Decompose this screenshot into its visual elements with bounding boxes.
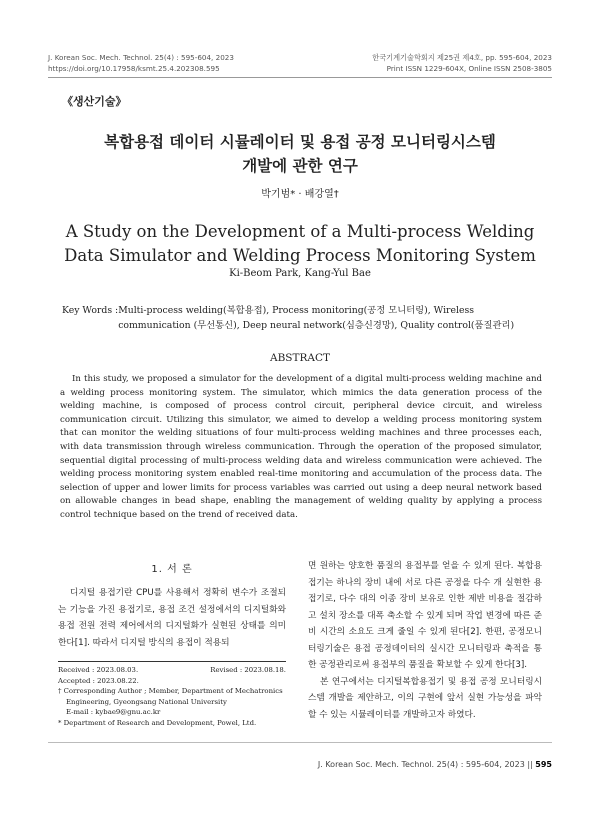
left-paragraph: 디지털 용접기란 CPU를 사용해서 정확히 변수가 조절되는 기능을 가진 용접기로, 용접 조건 설정에서의 디지털화와 용접 전원 전력 제어에서의 디지털화가 실현된 상태를 의미한다[1]. 따라서 디지털 방식의 용접이 적용되 (58, 588, 286, 648)
journal-header-right (372, 52, 552, 74)
revised-date: Revised : 2023.08.18. (210, 666, 286, 674)
corresponding-affiliation: Engineering, Gyeongsang National University (66, 697, 227, 706)
header-divider (48, 77, 552, 78)
abstract-body: In this study, we proposed a simulator for the development of a digital multi-process welding machine and a welding process monitoring system. The simulator, which mimics the data generation process of the welding machine, is composed of process control circuit, peripheral device circuit, and wireless communication circuit. Utilizing this simulator, we aimed to develop a welding process monitoring system that can monitor the welding situations of four multi-process welding machines and three processes each, with data transmission through wireless communication. Through the operation of the proposed simulator, sequential digital processing of multi-process welding data and wireless communication were achieved. The welding process monitoring system enabled real-time monitoring and accumulation of the process data. The selection of upper and lower limits for process variables was carried out using a deep neural network based on allowable changes in bead shape, enabling the management of welding quality by applying a process control technique based on the trend of received data. (60, 374, 542, 520)
abstract-heading: ABSTRACT (269, 352, 331, 364)
issn-info: Print ISSN 1229-604X, Online ISSN 2508-3805 (386, 64, 552, 73)
right-paragraph-2: 본 연구에서는 디지털복합용접기 및 용접 공정 모니터링시스템 개발을 제안하고, 이의 구현에 앞서 실현 가능성을 파악할 수 있는 시뮬레이터를 개발하고자 하였다. (308, 676, 542, 720)
journal-header-left (48, 52, 234, 74)
keywords-text: Multi-process welding(복합용접), Process monitoring(공정 모니터링), Wireless communication (무선통신), Deep neural network(심층신경망), Quality control(품질관리) (118, 305, 515, 331)
keywords (62, 303, 540, 333)
doi-link[interactable]: https://doi.org/10.17958/ksmt.25.4.202308.595 (48, 64, 220, 73)
title-korean (0, 130, 600, 178)
footer-divider (48, 742, 552, 743)
authors-korean: 박기범* · 배강열† (261, 189, 339, 200)
received-date: Received : 2023.08.03. (58, 666, 139, 674)
left-column (58, 560, 286, 651)
corresponding-author: † Corresponding Author ; Member, Department of Mechatronics (58, 687, 283, 695)
section-tag: 《생산기술》 (62, 95, 127, 108)
footnotes (58, 665, 286, 728)
author-affiliation: * Department of Research and Development, Powel, Ltd. (58, 718, 257, 727)
journal-citation: J. Korean Soc. Mech. Technol. 25(4) : 595-604, 2023 (48, 53, 234, 62)
page-footer (318, 760, 552, 769)
corresponding-email[interactable]: E-mail : kybae9@gnu.ac.kr (66, 708, 161, 716)
section-heading-introduction: 1. 서 론 (151, 564, 193, 575)
keywords-label: Key Words : (62, 305, 119, 316)
title-english-line2: Data Simulator and Welding Process Monitoring System (64, 246, 536, 265)
footer-citation: J. Korean Soc. Mech. Technol. 25(4) : 595-604, 2023 || (317, 760, 533, 769)
footnote-divider (58, 661, 286, 662)
title-english (0, 220, 600, 268)
right-paragraph-1: 면 원하는 양호한 품질의 용접부를 얻을 수 있게 된다. 복합용접기는 하나의 장비 내에 서로 다른 공정을 다수 개 실현한 용접기로, 다수 대의 이종 장비 보유로 인한 제반 비용을 절감하고 설치 장소를 대폭 축소할 수 있게 되며 작업 변경에 따른 준비 시간의 소요도 크게 줄일 수 있게 된다[2]. 한편, 공정모니터링기술은 용접 공정데이터의 실시간 모니터링과 축적을 통한 공정관리로써 용접부의 품질을 확보할 수 있게 한다[3]. (308, 561, 542, 670)
title-english-line1: A Study on the Development of a Multi-process Welding (65, 222, 535, 241)
journal-citation-korean: 한국기계기술학회지 제25권 제4호, pp. 595-604, 2023 (372, 53, 552, 62)
authors-english: Ki-Beom Park, Kang-Yul Bae (229, 268, 371, 279)
right-column (308, 558, 542, 723)
page-number: 595 (535, 760, 552, 769)
title-korean-line2: 개발에 관한 연구 (242, 157, 358, 175)
accepted-date: Accepted : 2023.08.22. (58, 676, 139, 685)
title-korean-line1: 복합용접 데이터 시뮬레이터 및 용접 공정 모니터링시스템 (104, 133, 496, 151)
